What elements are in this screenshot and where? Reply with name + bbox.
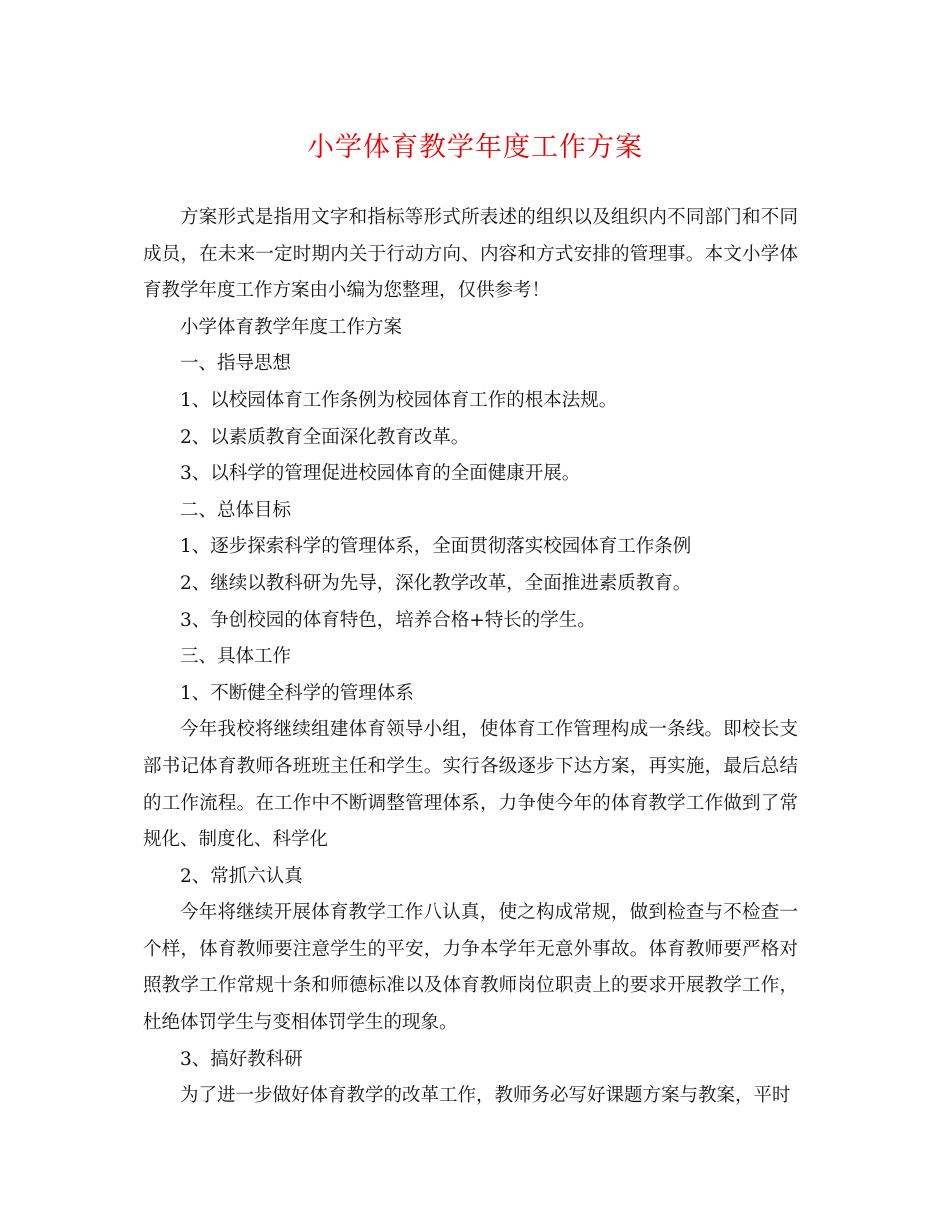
section-heading-guiding-ideology: 一、指导思想 xyxy=(180,353,292,375)
subheading-management-system: 1、不断健全科学的管理体系 xyxy=(180,682,414,704)
document-title: 小学体育教学年度工作方案 xyxy=(307,132,643,163)
subheading-six-diligence: 2、常抓六认真 xyxy=(180,865,303,887)
paragraph-subtitle: 小学体育教学年度工作方案 xyxy=(180,316,403,338)
paragraph-management-system: 今年我校将继续组建体育领导小组，使体育工作管理构成一条线。即校长支部书记体育教师各班班主任和学生。实行各级逐步下达方案，再实施，最后总结的工作流程。在工作中不断调整管理体系，力争使今年的体育教学工作做到了常规化、制度化、科学化 xyxy=(143,719,798,851)
list-item: 3、以科学的管理促进校园体育的全面健康开展。 xyxy=(180,463,581,485)
section-heading-overall-goals: 二、总体目标 xyxy=(180,499,292,521)
paragraph-six-diligence: 今年将继续开展体育教学工作八认真，使之构成常规，做到检查与不检查一个样，体育教师要注意学生的平安，力争本学年无意外事故。体育教师要严格对照教学工作常规十条和师德标准以及体育教师岗位职责上的要求开展教学工作，杜绝体罚学生与变相体罚学生的现象。 xyxy=(143,902,798,1034)
document-body xyxy=(143,200,798,1115)
list-item: 3、争创校园的体育特色，培养合格+特长的学生。 xyxy=(180,609,596,631)
subheading-teaching-research: 3、搞好教科研 xyxy=(180,1048,303,1070)
list-item: 2、继续以教科研为先导，深化教学改革，全面推进素质教育。 xyxy=(180,572,692,594)
paragraph-teaching-research: 为了进一步做好体育教学的改革工作，教师务必写好课题方案与教案，平时 xyxy=(180,1085,791,1107)
list-item: 1、以校园体育工作条例为校园体育工作的根本法规。 xyxy=(180,389,618,411)
list-item: 2、以素质教育全面深化教育改革。 xyxy=(180,426,470,448)
paragraph-intro: 方案形式是指用文字和指标等形式所表述的组织以及组织内不同部门和不同成员，在未来一定时期内关于行动方向、内容和方式安排的管理事。本文小学体育教学年度工作方案由小编为您整理，仅供参考！ xyxy=(143,207,798,302)
list-item: 1、逐步探索科学的管理体系，全面贯彻落实校园体育工作条例 xyxy=(180,536,692,558)
section-heading-specific-work: 三、具体工作 xyxy=(180,646,292,668)
